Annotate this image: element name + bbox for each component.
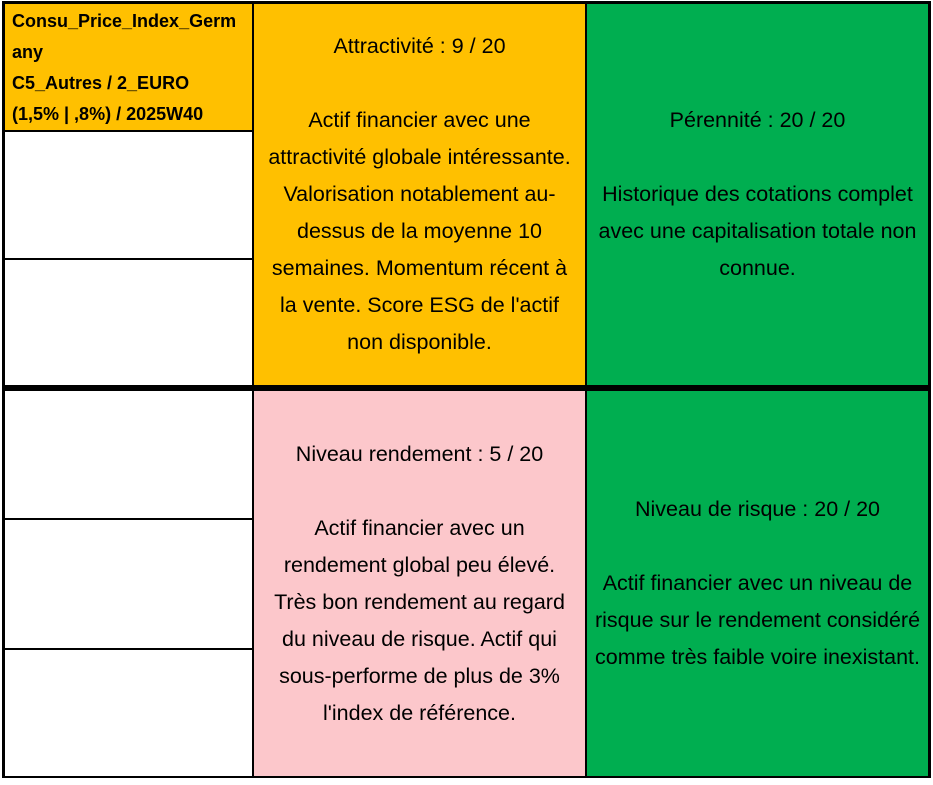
attractivite-score-title: Attractivité : 9 / 20 bbox=[333, 34, 506, 58]
asset-category: C5_Autres / 2_EURO bbox=[12, 73, 190, 93]
perennite-cell[interactable] bbox=[587, 4, 928, 385]
score-table bbox=[2, 1, 931, 778]
risque-score-description: Actif financier avec un niveau de risque sur le rendement considéré comme très faible voire inexistant. bbox=[594, 571, 921, 669]
empty-cell[interactable] bbox=[5, 132, 252, 258]
empty-cell[interactable] bbox=[5, 650, 252, 776]
perennite-score-title: Pérennité : 20 / 20 bbox=[669, 108, 846, 132]
perennite-score-description: Historique des cotations complet avec une capitalisation totale non connue. bbox=[598, 182, 917, 280]
rendement-score-title: Niveau rendement : 5 / 20 bbox=[295, 441, 544, 466]
asset-stats: (1,5% | ,8%) / 2025W40 bbox=[12, 104, 204, 124]
attractivite-cell[interactable] bbox=[254, 4, 585, 385]
rendement-score-description: Actif financier avec un rendement global peu élevé. Très bon rendement au regard du niveau de risque. Actif qui sous-performe de plus de 3% l'index de référence. bbox=[274, 515, 565, 725]
empty-cell[interactable] bbox=[5, 260, 252, 385]
empty-cell[interactable] bbox=[5, 520, 252, 648]
attractivite-score-description: Actif financier avec une attractivité globale intéressante. Valorisation notablement au-dessus de la moyenne 10 semaines. Momentum récent à la vente. Score ESG de l'actif non disponible. bbox=[268, 108, 571, 354]
rendement-cell[interactable] bbox=[254, 391, 585, 776]
asset-name: Consu_Price_Index_Germany bbox=[12, 11, 237, 62]
asset-header-cell[interactable] bbox=[5, 4, 252, 130]
empty-cell[interactable] bbox=[5, 391, 252, 518]
risque-cell[interactable] bbox=[587, 391, 928, 776]
risque-score-title: Niveau de risque : 20 / 20 bbox=[634, 497, 880, 521]
